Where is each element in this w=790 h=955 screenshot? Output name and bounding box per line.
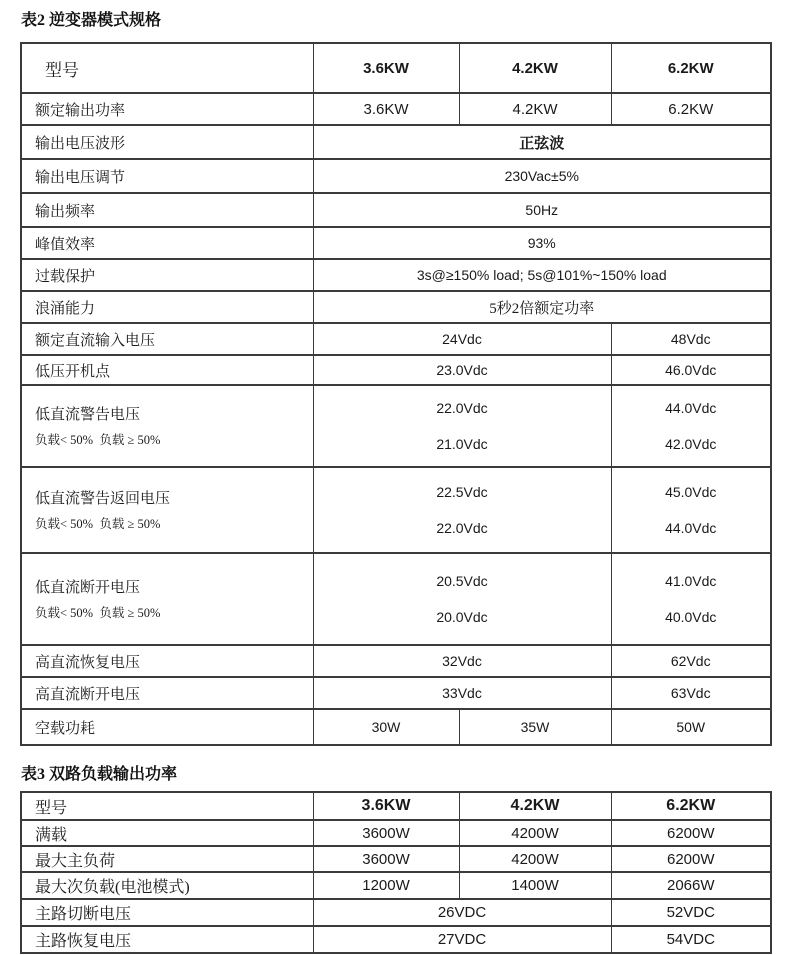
row-label: 输出频率 xyxy=(21,193,313,227)
value-load-over-50: 21.0Vdc xyxy=(436,436,488,452)
output-voltage-waveform-row xyxy=(21,125,771,159)
cell-value-24v: 33Vdc xyxy=(313,677,611,709)
cell-value: 3s@≥150% load; 5s@101%~150% load xyxy=(313,259,771,291)
model-header-label: 型号 xyxy=(21,43,313,93)
output-frequency-row xyxy=(21,193,771,227)
model-3_6kw-header: 3.6KW xyxy=(313,792,459,820)
overload-protection-row xyxy=(21,259,771,291)
cell-value-48v xyxy=(611,385,771,467)
value-load-over-50: 42.0Vdc xyxy=(665,436,717,452)
cell-value-24v xyxy=(313,467,611,553)
cell-value-24v: 24Vdc xyxy=(313,323,611,355)
cell-value: 4200W xyxy=(459,846,611,872)
cell-value: 50Hz xyxy=(313,193,771,227)
cell-value: 30W xyxy=(313,709,459,745)
table2-header-row xyxy=(21,43,771,93)
cell-value-48v: 48Vdc xyxy=(611,323,771,355)
cell-value-24v xyxy=(313,385,611,467)
row-label: 高直流恢复电压 xyxy=(21,645,313,677)
row-label xyxy=(21,553,313,645)
low-dc-cutoff-voltage-row xyxy=(21,553,771,645)
cell-value-48v: 52VDC xyxy=(611,899,771,926)
cell-value: 5秒2倍额定功率 xyxy=(313,291,771,323)
cell-value: 35W xyxy=(459,709,611,745)
cell-value: 正弦波 xyxy=(313,125,771,159)
value-load-over-50: 22.0Vdc xyxy=(436,520,488,536)
table2-title: 表2 逆变器模式规格 xyxy=(21,12,162,29)
row-label: 最大主负荷 xyxy=(21,846,313,872)
cell-value-24v xyxy=(313,553,611,645)
cell-value: 6200W xyxy=(611,846,771,872)
row-label: 输出电压波形 xyxy=(21,125,313,159)
row-label xyxy=(21,467,313,553)
cell-value: 3600W xyxy=(313,846,459,872)
model-6_2kw-header: 6.2KW xyxy=(611,43,771,93)
row-label-main: 低直流断开电压 xyxy=(35,579,141,596)
main-cutoff-voltage-row xyxy=(21,899,771,926)
row-label xyxy=(21,385,313,467)
row-label: 空载功耗 xyxy=(21,709,313,745)
surge-capability-row xyxy=(21,291,771,323)
value-load-over-50: 40.0Vdc xyxy=(665,609,717,625)
table3-dual-load-output-power xyxy=(20,791,772,954)
cell-value-48v xyxy=(611,467,771,553)
cell-value-24v: 23.0Vdc xyxy=(313,355,611,385)
row-label-sub: 负载< 50% 负载 ≥ 50% xyxy=(35,516,161,531)
row-label: 峰值效率 xyxy=(21,227,313,259)
cell-value-24v: 26VDC xyxy=(313,899,611,926)
value-load-over-50: 44.0Vdc xyxy=(665,520,717,536)
cell-value: 6.2KW xyxy=(611,93,771,125)
cell-value: 230Vac±5% xyxy=(313,159,771,193)
row-label-main: 低直流警告返回电压 xyxy=(35,490,171,507)
model-4_2kw-header: 4.2KW xyxy=(459,792,611,820)
row-label: 主路切断电压 xyxy=(21,899,313,926)
cell-value: 6200W xyxy=(611,820,771,846)
value-load-under-50: 22.0Vdc xyxy=(436,400,488,416)
cell-value-48v: 46.0Vdc xyxy=(611,355,771,385)
model-header-label: 型号 xyxy=(21,792,313,820)
cell-value: 50W xyxy=(611,709,771,745)
max-secondary-load-row xyxy=(21,872,771,899)
cell-value: 2066W xyxy=(611,872,771,899)
row-label: 最大次负载(电池模式) xyxy=(21,872,313,899)
cell-value: 4200W xyxy=(459,820,611,846)
model-4_2kw-header: 4.2KW xyxy=(459,43,611,93)
low-voltage-startup-row xyxy=(21,355,771,385)
cell-value-48v: 62Vdc xyxy=(611,645,771,677)
full-load-row xyxy=(21,820,771,846)
row-label: 输出电压调节 xyxy=(21,159,313,193)
low-dc-warning-return-voltage-row xyxy=(21,467,771,553)
row-label: 额定输出功率 xyxy=(21,93,313,125)
row-label-main: 低直流警告电压 xyxy=(35,406,141,423)
value-load-under-50: 20.5Vdc xyxy=(436,573,488,589)
row-label-sub: 负载< 50% 负载 ≥ 50% xyxy=(35,605,161,620)
cell-value-48v xyxy=(611,553,771,645)
rated-dc-input-voltage-row xyxy=(21,323,771,355)
value-load-under-50: 22.5Vdc xyxy=(436,484,488,500)
cell-value: 3.6KW xyxy=(313,93,459,125)
cell-value-24v: 27VDC xyxy=(313,926,611,953)
cell-value-48v: 54VDC xyxy=(611,926,771,953)
rated-output-power-row xyxy=(21,93,771,125)
model-6_2kw-header: 6.2KW xyxy=(611,792,771,820)
value-load-under-50: 45.0Vdc xyxy=(665,484,717,500)
max-main-load-row xyxy=(21,846,771,872)
table2-inverter-mode-specs xyxy=(20,42,772,746)
value-load-under-50: 44.0Vdc xyxy=(665,400,717,416)
low-dc-warning-voltage-row xyxy=(21,385,771,467)
output-voltage-regulation-row xyxy=(21,159,771,193)
row-label: 额定直流输入电压 xyxy=(21,323,313,355)
table3-header-row xyxy=(21,792,771,820)
value-load-over-50: 20.0Vdc xyxy=(436,609,488,625)
high-dc-recovery-voltage-row xyxy=(21,645,771,677)
cell-value: 1400W xyxy=(459,872,611,899)
cell-value: 4.2KW xyxy=(459,93,611,125)
peak-efficiency-row xyxy=(21,227,771,259)
cell-value-24v: 32Vdc xyxy=(313,645,611,677)
no-load-consumption-row xyxy=(21,709,771,745)
high-dc-cutoff-voltage-row xyxy=(21,677,771,709)
row-label: 低压开机点 xyxy=(21,355,313,385)
cell-value: 1200W xyxy=(313,872,459,899)
row-label: 浪涌能力 xyxy=(21,291,313,323)
cell-value: 93% xyxy=(313,227,771,259)
row-label: 高直流断开电压 xyxy=(21,677,313,709)
value-load-under-50: 41.0Vdc xyxy=(665,573,717,589)
cell-value-48v: 63Vdc xyxy=(611,677,771,709)
cell-value: 3600W xyxy=(313,820,459,846)
row-label: 满载 xyxy=(21,820,313,846)
row-label: 过载保护 xyxy=(21,259,313,291)
main-recovery-voltage-row xyxy=(21,926,771,953)
row-label: 主路恢复电压 xyxy=(21,926,313,953)
row-label-sub: 负载< 50% 负载 ≥ 50% xyxy=(35,432,161,447)
model-3_6kw-header: 3.6KW xyxy=(313,43,459,93)
table3-title: 表3 双路负载输出功率 xyxy=(21,766,178,783)
